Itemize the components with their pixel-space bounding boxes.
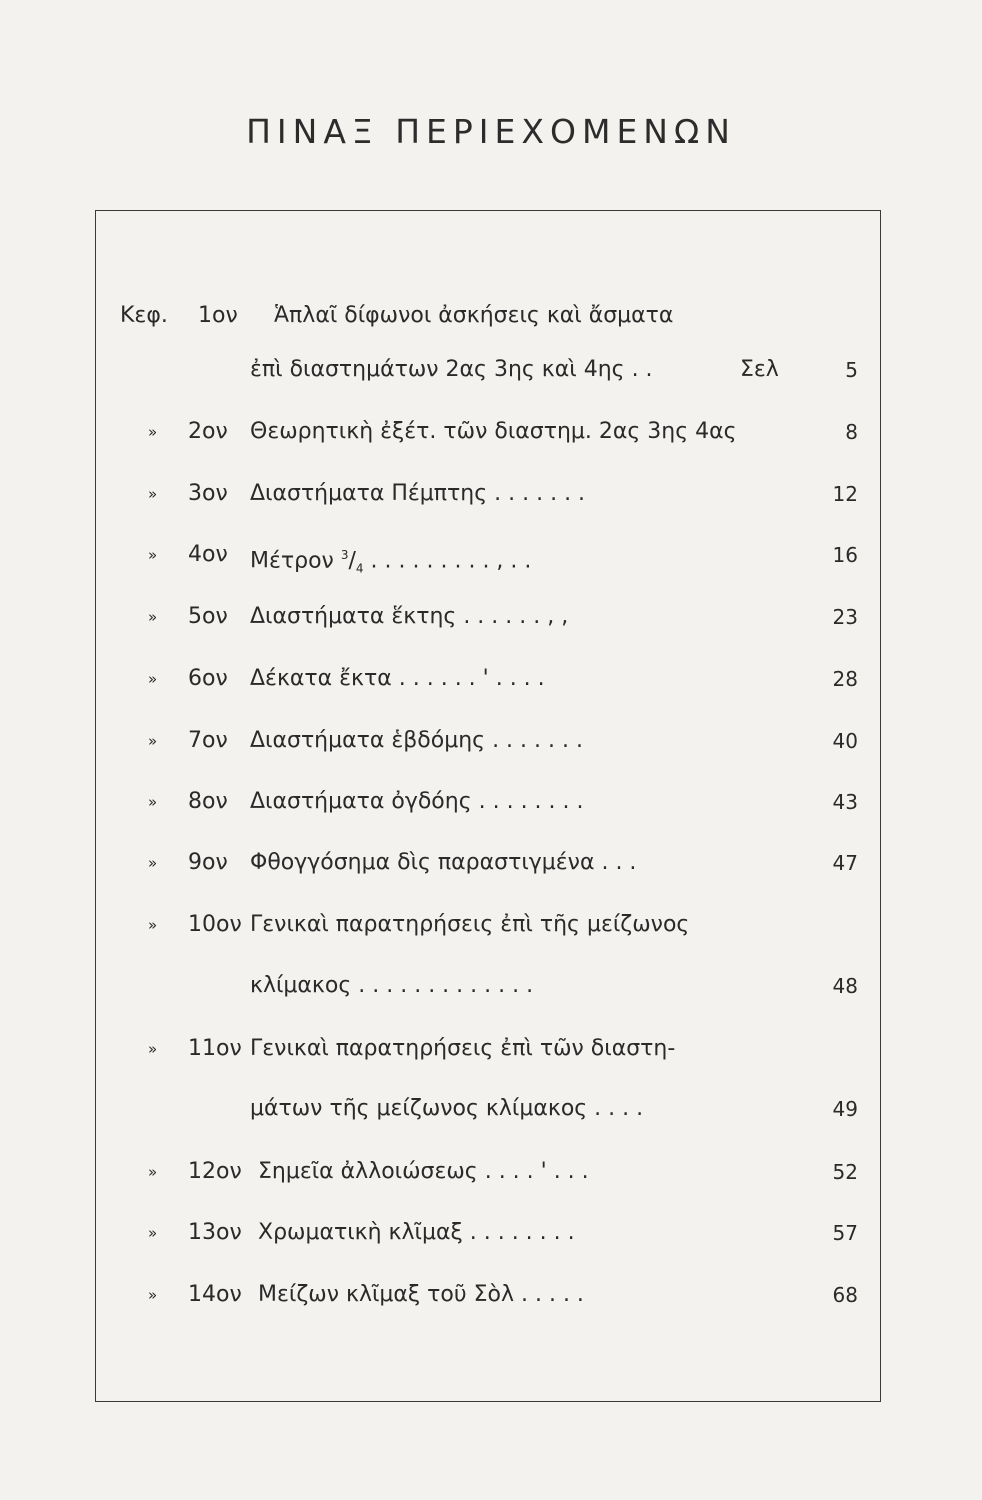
page-number: 48 xyxy=(832,974,858,998)
page-number: 12 xyxy=(832,482,858,506)
chapter-title: Μέτρον $^3/_4$ . . . . . . . . . , . . xyxy=(250,548,532,576)
chapter-number: 6ον xyxy=(188,666,228,691)
fraction-numerator: 3 xyxy=(340,548,349,562)
dot-leader: . . . . . . . . . , . . xyxy=(370,548,532,574)
toc-entry-8 xyxy=(0,782,982,822)
chapter-title: Φθογγόσημα δὶς παραστιγμένα . . . xyxy=(250,850,637,875)
ditto-mark: » xyxy=(148,423,158,441)
chapter-number: 5ον xyxy=(188,604,228,629)
ditto-mark: » xyxy=(148,485,158,503)
page-number: 43 xyxy=(832,790,858,814)
toc-entry-1 xyxy=(0,296,982,336)
chapter-number: 13ον xyxy=(188,1220,242,1245)
page-number: 23 xyxy=(832,605,858,629)
chapter-title: Διαστήματα Πέμπτης . . . . . . . xyxy=(250,481,586,506)
chapter-number: 8ον xyxy=(188,789,228,814)
ditto-mark: » xyxy=(148,916,158,934)
toc-entry-13 xyxy=(0,1213,982,1253)
chapter-title: Γενικαὶ παρατηρήσεις ἐπὶ τῶν διαστη- xyxy=(250,1036,676,1061)
chapter-title: Διαστήματα ἑβδόμης . . . . . . . xyxy=(250,728,583,753)
ditto-mark: » xyxy=(148,670,158,688)
toc-entry-11 xyxy=(0,1029,982,1069)
chapter-number: 2ον xyxy=(188,419,228,444)
page-number: 28 xyxy=(832,667,858,691)
chapter-number: 1ον xyxy=(198,303,238,328)
toc-entry-11-cont xyxy=(0,1089,982,1129)
toc-entry-2 xyxy=(0,412,982,452)
toc-entry-10 xyxy=(0,905,982,945)
chapter-title-cont: μάτων τῆς μείζωνος κλίμακος . . . . xyxy=(250,1096,644,1121)
ditto-mark: » xyxy=(148,1224,158,1242)
chapter-title: Ἁπλαῖ δίφωνοι ἀσκήσεις καὶ ἄσματα xyxy=(274,303,674,328)
toc-entry-4 xyxy=(0,535,982,575)
chapter-number: 4ον xyxy=(188,542,228,567)
ditto-mark: » xyxy=(148,1286,158,1304)
page-number: 57 xyxy=(832,1221,858,1245)
toc-entry-5 xyxy=(0,597,982,637)
page-title: ΠΙΝΑΞ ΠΕΡΙΕΧΟΜΕΝΩΝ xyxy=(246,112,736,151)
ditto-mark: » xyxy=(148,1040,158,1058)
chapter-number: 3ον xyxy=(188,481,228,506)
ditto-mark: » xyxy=(148,793,158,811)
chapter-title: Διαστήματα ἕκτης . . . . . . , , xyxy=(250,604,569,629)
page-label: Σελ xyxy=(740,357,779,382)
chapter-title: Διαστήματα ὀγδόης . . . . . . . . xyxy=(250,789,584,814)
chapter-title-cont: κλίμακος . . . . . . . . . . . . . xyxy=(250,973,534,998)
page-number: 52 xyxy=(832,1160,858,1184)
toc-entry-9 xyxy=(0,843,982,883)
toc-entry-10-cont xyxy=(0,966,982,1006)
chapter-title: Θεωρητικὴ ἐξέτ. τῶν διαστημ. 2ας 3ης 4ας xyxy=(250,419,737,444)
page-number: 68 xyxy=(832,1283,858,1307)
page-number: 40 xyxy=(832,729,858,753)
toc-entry-1-cont xyxy=(0,350,982,390)
chapter-title: Γενικαὶ παρατηρήσεις ἐπὶ τῆς μείζωνος xyxy=(250,912,690,937)
toc-entry-3 xyxy=(0,474,982,514)
chapter-title: Χρωματικὴ κλῖμαξ . . . . . . . . xyxy=(258,1220,575,1245)
chapter-number: 9ον xyxy=(188,850,228,875)
chapter-number: 7ον xyxy=(188,728,228,753)
toc-entry-7 xyxy=(0,721,982,761)
page-number: 49 xyxy=(832,1097,858,1121)
chapter-number: 11ον xyxy=(188,1036,242,1061)
chapter-title: Δέκατα ἔκτα . . . . . . ' . . . . xyxy=(250,666,545,691)
ditto-mark: » xyxy=(148,1163,158,1181)
toc-entry-14 xyxy=(0,1275,982,1315)
ditto-mark: » xyxy=(148,546,158,564)
kef-label: Κεφ. xyxy=(120,303,168,328)
ditto-mark: » xyxy=(148,732,158,750)
page-number: 16 xyxy=(832,543,858,567)
chapter-title-text: Μέτρον xyxy=(250,548,334,574)
page-number: 8 xyxy=(845,420,858,444)
fraction-denominator: 4 xyxy=(355,561,364,576)
ditto-mark: » xyxy=(148,854,158,872)
chapter-title-cont: ἐπὶ διαστημάτων 2ας 3ης καὶ 4ης . . xyxy=(250,357,653,382)
page-number: 5 xyxy=(845,358,858,382)
chapter-number: 14ον xyxy=(188,1282,242,1307)
chapter-title: Σημεῖα ἀλλοιώσεως . . . . ' . . . xyxy=(258,1159,589,1184)
toc-entry-6 xyxy=(0,659,982,699)
chapter-number: 10ον xyxy=(188,912,242,937)
ditto-mark: » xyxy=(148,608,158,626)
chapter-title: Μείζων κλῖμαξ τοῦ Σὸλ . . . . . xyxy=(258,1282,584,1307)
page-number: 47 xyxy=(832,851,858,875)
chapter-number: 12ον xyxy=(188,1159,242,1184)
toc-entry-12 xyxy=(0,1152,982,1192)
